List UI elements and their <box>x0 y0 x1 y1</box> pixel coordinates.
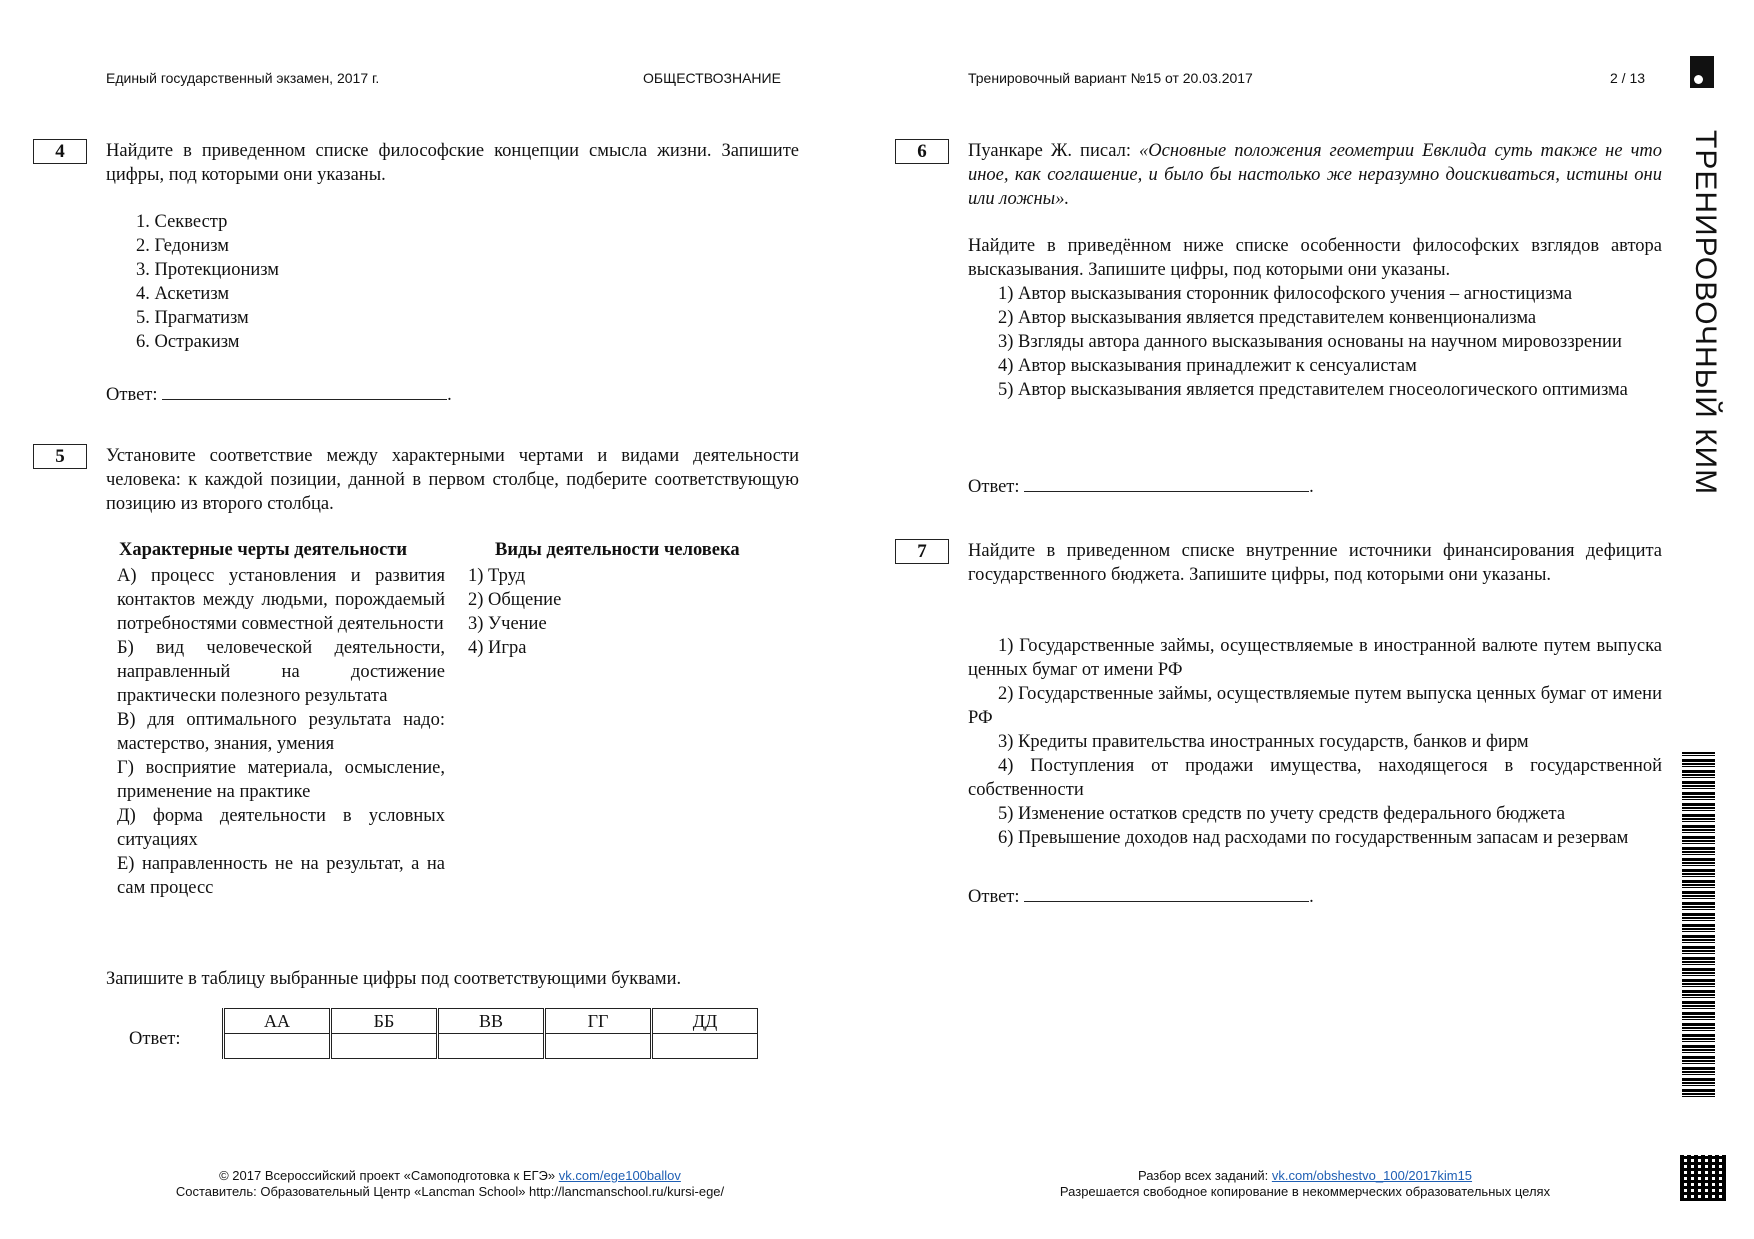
footer-copy-notice: Разрешается свободное копирование в некоммерческих образовательных целях <box>1059 1184 1551 1199</box>
list-item: Е) направленность не на результат, а на сам процесс <box>117 854 445 898</box>
list-item: 3) Взгляды автора данного высказывания основаны на научном мировоззрении <box>998 332 1622 352</box>
list-item: 3. Протекционизм <box>136 260 280 280</box>
footer-copyright-text: © 2017 Всероссийский проект «Самоподготовка к ЕГЭ» <box>219 1168 559 1183</box>
list-item: А) процесс установления и развития контактов между людьми, порождаемый потребностями совместной деятельности <box>117 566 445 634</box>
list-item: 5) Изменение остатков средств по учету средств федерального бюджета <box>998 804 1566 824</box>
barcode-icon <box>1682 752 1715 1100</box>
question-5-number: 5 <box>33 444 87 469</box>
quote-intro: Пуанкаре Ж. писал: <box>968 141 1140 161</box>
header-variant: Тренировочный вариант №15 от 20.03.2017 <box>968 70 1253 86</box>
activity-types-list <box>468 564 561 660</box>
footer-analysis-link[interactable]: vk.com/obshestvo_100/2017kim15 <box>1271 1168 1473 1183</box>
list-item: 1) Автор высказывания сторонник философского учения – агностицизма <box>998 284 1573 304</box>
answer-cell[interactable] <box>545 1034 652 1059</box>
footer-analysis-text: Разбор всех заданий: <box>1137 1168 1272 1183</box>
answer-table <box>222 1008 758 1059</box>
list-item: Г) восприятие материала, осмысление, применение на практике <box>117 758 445 802</box>
qr-code-icon <box>1680 1155 1726 1201</box>
list-item: Б) вид человеческой деятельности, направленный на достижение практически полезного результата <box>117 638 445 706</box>
answer-label: Ответ: <box>106 385 158 405</box>
answer-table-header: ББ <box>331 1009 438 1034</box>
question-7-options <box>968 634 1662 850</box>
side-label: ТРЕНИРОВОЧНЫЙ КИМ <box>1689 130 1722 496</box>
question-4-number: 4 <box>33 139 87 164</box>
footer-left <box>90 1168 810 1200</box>
right-column-header: Виды деятельности человека <box>495 540 740 560</box>
answer-field[interactable] <box>1024 883 1309 902</box>
list-item: 4) Поступления от продажи имущества, находящегося в государственной собственности <box>968 756 1662 800</box>
question-6-options <box>968 282 1662 402</box>
list-item: 2) Государственные займы, осуществляемые путем выпуска ценных бумаг от имени РФ <box>968 684 1662 728</box>
question-7-text: Найдите в приведенном списке внутренние источники финансирования дефицита государственного бюджета. Запишите цифры, под которыми они указаны. <box>968 541 1662 585</box>
question-4-options <box>136 210 279 354</box>
corner-mark-icon <box>1690 56 1714 88</box>
answer-cell[interactable] <box>331 1034 438 1059</box>
question-4-text: Найдите в приведенном списке философские концепции смысла жизни. Запишите цифры, под которыми они указаны. <box>106 141 799 185</box>
question-5-text: Установите соответствие между характерными чертами и видами деятельности человека: к каждой позиции, данной в первом столбце, подберите соответствующую позицию из второго столбца. <box>106 446 799 514</box>
question-7-answer: Ответ: . <box>968 883 1314 909</box>
question-6-answer: Ответ: . <box>968 473 1314 499</box>
header-exam-title: Единый государственный экзамен, 2017 г. <box>106 70 380 86</box>
question-6-text: Найдите в приведённом ниже списке особенности философских взглядов автора высказывания. Запишите цифры, под которыми они указаны. <box>968 236 1662 280</box>
question-7-number: 7 <box>895 539 949 564</box>
question-4-answer: Ответ: . <box>106 381 452 407</box>
question-6-number: 6 <box>895 139 949 164</box>
footer-copyright <box>90 1168 810 1184</box>
answer-cell[interactable] <box>224 1034 331 1059</box>
answer-field[interactable] <box>162 381 447 400</box>
list-item: 6. Остракизм <box>136 332 240 352</box>
list-item: В) для оптимального результата надо: мастерство, знания, умения <box>117 710 445 754</box>
characteristics-list <box>117 564 445 900</box>
list-item: 2) Общение <box>468 590 562 610</box>
quote-text: «Основные положения геометрии Евклида суть также не что иное, как соглашение, и было бы настолько же неразумно доискиваться, истины они или ложны». <box>968 141 1663 209</box>
footer-vk-link[interactable]: vk.com/ege100ballov <box>558 1168 681 1183</box>
list-item: 2) Автор высказывания является представителем конвенционализма <box>998 308 1537 328</box>
header-subject: ОБЩЕСТВОЗНАНИЕ <box>643 70 781 86</box>
answer-table-header: ВВ <box>438 1009 545 1034</box>
answer-table-header: ГГ <box>545 1009 652 1034</box>
header-page-number: 2 / 13 <box>1610 70 1646 86</box>
list-item: 4) Автор высказывания принадлежит к сенсуалистам <box>998 356 1417 376</box>
footer-author: Составитель: Образовательный Центр «Lancman School» http://lancmanschool.ru/kursi-ege/ <box>175 1184 725 1199</box>
question-6-quote-paragraph <box>968 139 1662 211</box>
answer-table-header: АА <box>224 1009 331 1034</box>
footer-analysis <box>980 1168 1630 1184</box>
list-item: 5) Автор высказывания является представителем гносеологического оптимизма <box>998 380 1628 400</box>
list-item: 4) Игра <box>468 638 527 658</box>
answer-cell[interactable] <box>652 1034 758 1059</box>
list-item: 1) Труд <box>468 566 526 586</box>
answer-cell[interactable] <box>438 1034 545 1059</box>
list-item: 1) Государственные займы, осуществляемые в иностранной валюте путем выпуска ценных бумаг от имени РФ <box>968 636 1662 680</box>
question-5-instruction: Запишите в таблицу выбранные цифры под соответствующими буквами. <box>106 969 682 989</box>
list-item: 1. Секвестр <box>136 212 228 232</box>
answer-table-header: ДД <box>652 1009 758 1034</box>
list-item: 4. Аскетизм <box>136 284 230 304</box>
list-item: Д) форма деятельности в условных ситуациях <box>117 806 445 850</box>
list-item: 3) Кредиты правительства иностранных государств, банков и фирм <box>998 732 1529 752</box>
answer-label: Ответ: <box>968 887 1020 907</box>
question-5-answer-label: Ответ: <box>129 1029 181 1049</box>
list-item: 6) Превышение доходов над расходами по государственным запасам и резервам <box>998 828 1629 848</box>
list-item: 2. Гедонизм <box>136 236 229 256</box>
list-item: 3) Учение <box>468 614 547 634</box>
left-column-header: Характерные черты деятельности <box>119 540 408 560</box>
answer-label: Ответ: <box>968 477 1020 497</box>
answer-field[interactable] <box>1024 473 1309 492</box>
footer-right <box>980 1168 1630 1200</box>
list-item: 5. Прагматизм <box>136 308 249 328</box>
